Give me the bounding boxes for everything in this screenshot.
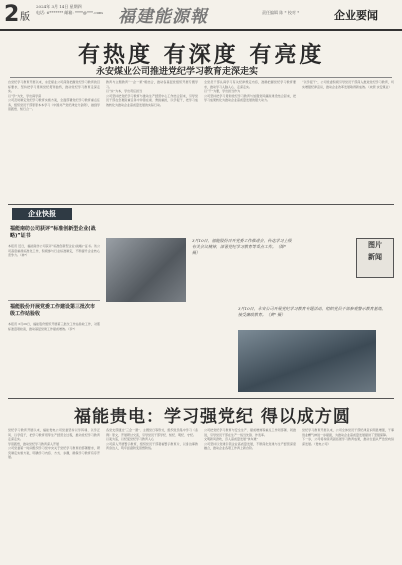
- bottom-divider: [8, 398, 394, 399]
- issue-meta: [36, 4, 103, 16]
- top-article-column-1: [8, 80, 100, 202]
- top-article-divider: [10, 77, 392, 78]
- brief-1-title: 福能南纺公司获评“标准创新型企业(战略)”证书: [10, 226, 96, 239]
- top-article-column-3: [204, 80, 296, 202]
- date-line: 2024年 3月 14日 星期四: [36, 4, 82, 9]
- bottom-article-title: 福能贵电：学习强党纪 得以成方圆: [74, 407, 351, 427]
- contact-line: 电话: 6******* 邮箱: ****@***.com: [36, 10, 103, 15]
- bottom-article-text-2: 各党支部通过“三会一课”、主题党日等形式，组织党员集中学习《条例》原文，开展研讨交流，引导党员干部学纪、知纪、明纪、守纪。 以案为鉴，以纪促党纪学习教育入心 公司深入开展警示教育，组织党员干部观看警示教育片，以身边事教育身边人，筑牢拒腐防变思想防线。: [106, 428, 198, 450]
- top-article-text-2: 教育与主题教育“一企一策”相结合，推动各基层党组织开展专题学习。 以“实”为本，学出责任担当 公司坚持把党纪学习教育与推动生产经营中心工作结合起来，引导党员干部在急难险重任务中冲锋在前、勇挑重担，以学促干，把学习成效转化为推动企业高质量发展的实际行动。: [106, 80, 198, 107]
- bottom-article-text-1: 党纪学习教育开展以来，福能贵电公司党委坚持以学铸魂、以学正风、以学促干，把学习教育贯穿生产经营全过程，推动党纪学习教育走深走实。 学思践悟，推动党纪学习教育深入开展 公司党委第一时间组织学习党中央关于党纪学习教育的部署要求，研究制定实施方案，明确学习内容、方式、步骤，确保学习教育有序开展。: [8, 428, 100, 459]
- news-photo-education-visit: [238, 330, 376, 392]
- bottom-article-text-3: 公司把党纪学习教育与安全生产、提质增效等重点工作同部署、同推进，引导党员干部在生产一线当先锋、作表率。 文明新风劲吹，迈入高质量发展“快车道” 公司坚持以党建引领企业高质量发展，不断深化党建与生产经营深度融合，推动企业各项工作再上新台阶。: [204, 428, 296, 450]
- bottom-article-column-4: [302, 428, 394, 562]
- picture-news-badge: [356, 238, 394, 278]
- newspaper-masthead: 福建能源報: [118, 7, 208, 27]
- badge-line-1: 图片: [368, 241, 382, 249]
- section-title: 企业要闻: [334, 9, 378, 22]
- page-number-suffix: 版: [20, 12, 30, 23]
- bottom-article-column-3: [204, 428, 296, 562]
- bottom-article-text-4: 党纪学习教育开展以来，公司全体党员干部纪律意识明显增强，干事创业精气神进一步提振，为推动企业高质量发展提供了坚强保障。 下一步，公司将持续巩固拓展学习教育成果，推动全面从严治党向纵深发展。（贵电公司）: [302, 428, 394, 446]
- photo-caption-2: 3月10日，永安公司开展党纪学习教育专题活动，组织党员干部参观警示教育基地，接受廉政教育。（黄* 摄）: [238, 306, 386, 317]
- top-article-text-1: 自党纪学习教育开展以来，永安煤业公司深刻把握党纪学习教育的目标要求，坚持把学习贯彻党纪贯穿始终，推动党纪学习教育走深走实。 以“学”为先，学出真学深 公司及时制定党纪学习教育实施方案，全面部署党纪学习教育重点任务，组织党员干部原原本本学习《中国共产党纪律处分条例》，做到学思践悟、知行合一。: [8, 80, 100, 111]
- news-photo-meeting: [106, 238, 186, 302]
- editor-line: 责任编辑 陈 * 校对 *: [262, 10, 300, 15]
- mid-divider: [8, 204, 394, 205]
- brief-1-text: 本报讯 近日，福能南纺公司获评“标准创新型企业(战略)”证书。该公司高度重视标准化工作，积极参与行业标准制定，不断提升企业核心竞争力。（林*）: [8, 244, 100, 257]
- brief-2-body: [8, 322, 100, 392]
- brief-section-tag: 企业快报: [12, 208, 72, 220]
- top-article-text-3: 全党员干部认真学习有关纪律规定内容，准确把握党纪学习教育要求，推动学习入脑入心、走深走实。 以“干”为要，学出担当作为 公司坚持把学习贯彻党纪学习教育与加强党风廉政建设结合起来，把学习成果转化为推动企业高质量发展的强大动力。: [204, 80, 296, 102]
- photo-caption-1: 3月10日，福能股份召开党委工作推进会，传达学习上级有关会议精神，部署党纪学习教育等重点工作。（陈* 摄）: [192, 238, 292, 255]
- bottom-article-column-1: [8, 428, 100, 562]
- top-article-column-4: [302, 80, 394, 202]
- badge-line-2: 新闻: [368, 253, 382, 261]
- top-article-title: 有热度 有深度 有亮度: [78, 42, 325, 68]
- header-rule: [0, 29, 402, 31]
- page-number: 2: [4, 2, 20, 27]
- brief-2-title: 福能股份开展党委工作建设第三批次市级工作站验收: [10, 304, 96, 317]
- top-article-column-2: [106, 80, 198, 202]
- brief-1-body: [8, 244, 100, 294]
- top-article-subtitle: 永安煤业公司推进党纪学习教育走深走实: [96, 67, 259, 77]
- bottom-article-column-2: [106, 428, 198, 562]
- brief-2-text: 本报讯 3月29日，福能股份组织开展第三批次工作站验收工作，对照标准逐项检查，推动基层党建工作提质增效。（李*）: [8, 322, 100, 331]
- top-article-text-4: “以学促干”，公司党委积极引导党员干部深入推进党纪学习教育，切实增强纪律意识，推动企业改革发展取得新成效。（来源 永安煤业）: [302, 80, 394, 89]
- brief-divider: [8, 300, 100, 301]
